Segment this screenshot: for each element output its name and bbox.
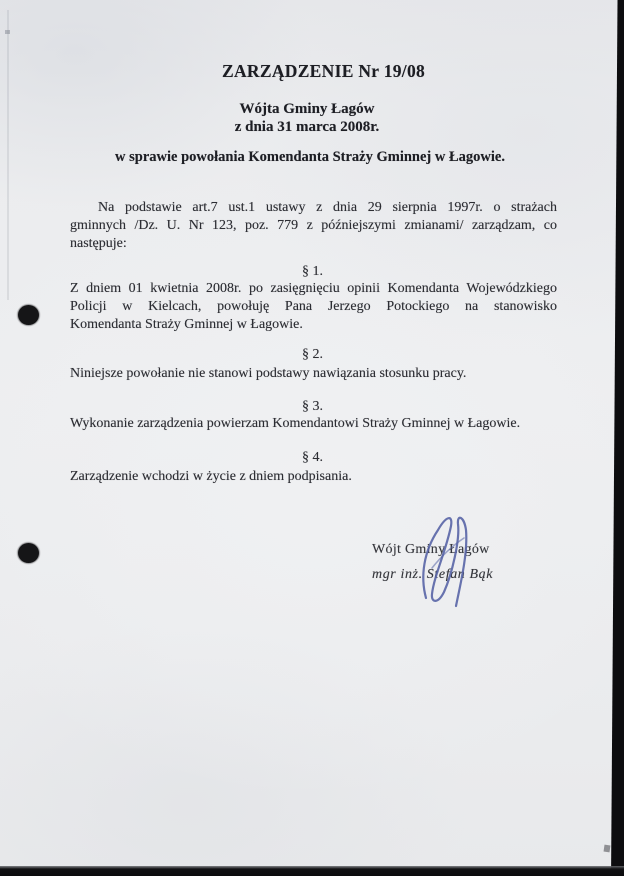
section-line: Zarządzenie wchodzi w życie z dniem podpisania. bbox=[70, 469, 352, 484]
preamble-line: gminnych /Dz. U. Nr 123, poz. 779 z późniejszymi zmianami/ zarządzam, co bbox=[70, 218, 557, 233]
section-body bbox=[70, 280, 557, 334]
section-line: Wykonanie zarządzenia powierzam Komendantowi Straży Gminnej w Łagowie. bbox=[70, 416, 521, 431]
signature-role: Wójt Gminy Łagów bbox=[372, 542, 490, 557]
section-mark: § 3. bbox=[302, 399, 323, 414]
section-mark: § 2. bbox=[302, 347, 323, 362]
scan-speck bbox=[5, 30, 10, 34]
section-body bbox=[70, 415, 557, 433]
section-line: Komendanta Straży Gminnej w Łagowie. bbox=[70, 317, 303, 332]
scan-speck bbox=[604, 845, 611, 853]
document-subject: w sprawie powołania Komendanta Straży Gminnej w Łagowie. bbox=[115, 149, 505, 165]
section-body bbox=[70, 365, 557, 383]
document-issuer: Wójta Gminy Łagów bbox=[239, 101, 375, 117]
document-date: z dnia 31 marca 2008r. bbox=[234, 119, 380, 135]
section-line: Policji w Kielcach, powołuję Pana Jerzego Potockiego na stanowisko bbox=[70, 299, 557, 314]
document-title: ZARZĄDZENIE Nr 19/08 bbox=[222, 61, 426, 81]
punch-hole-mark bbox=[18, 305, 39, 325]
preamble-line: Na podstawie art.7 ust.1 ustawy z dnia 29 sierpnia 1997r. o strażach bbox=[98, 200, 557, 215]
section-line: Niniejsze powołanie nie stanowi podstawy nawiązania stosunku pracy. bbox=[70, 366, 467, 381]
document-issuer-block bbox=[70, 100, 544, 136]
paper-crease-line bbox=[7, 10, 9, 300]
section-mark: § 1. bbox=[302, 264, 323, 279]
section-mark: § 4. bbox=[302, 450, 323, 465]
handwritten-signature bbox=[418, 506, 488, 616]
signature-name: mgr inż. Stefan Bąk bbox=[372, 567, 494, 582]
preamble-line: następuje: bbox=[70, 236, 127, 251]
section-line: Z dniem 01 kwietnia 2008r. po zasięgnięciu opinii Komendanta Wojewódzkiego bbox=[70, 281, 557, 296]
scan-edge-bottom bbox=[0, 866, 624, 876]
preamble-paragraph bbox=[70, 199, 557, 253]
section-body bbox=[70, 468, 557, 486]
punch-hole-mark bbox=[18, 543, 39, 563]
scan-edge-right bbox=[606, 0, 624, 876]
